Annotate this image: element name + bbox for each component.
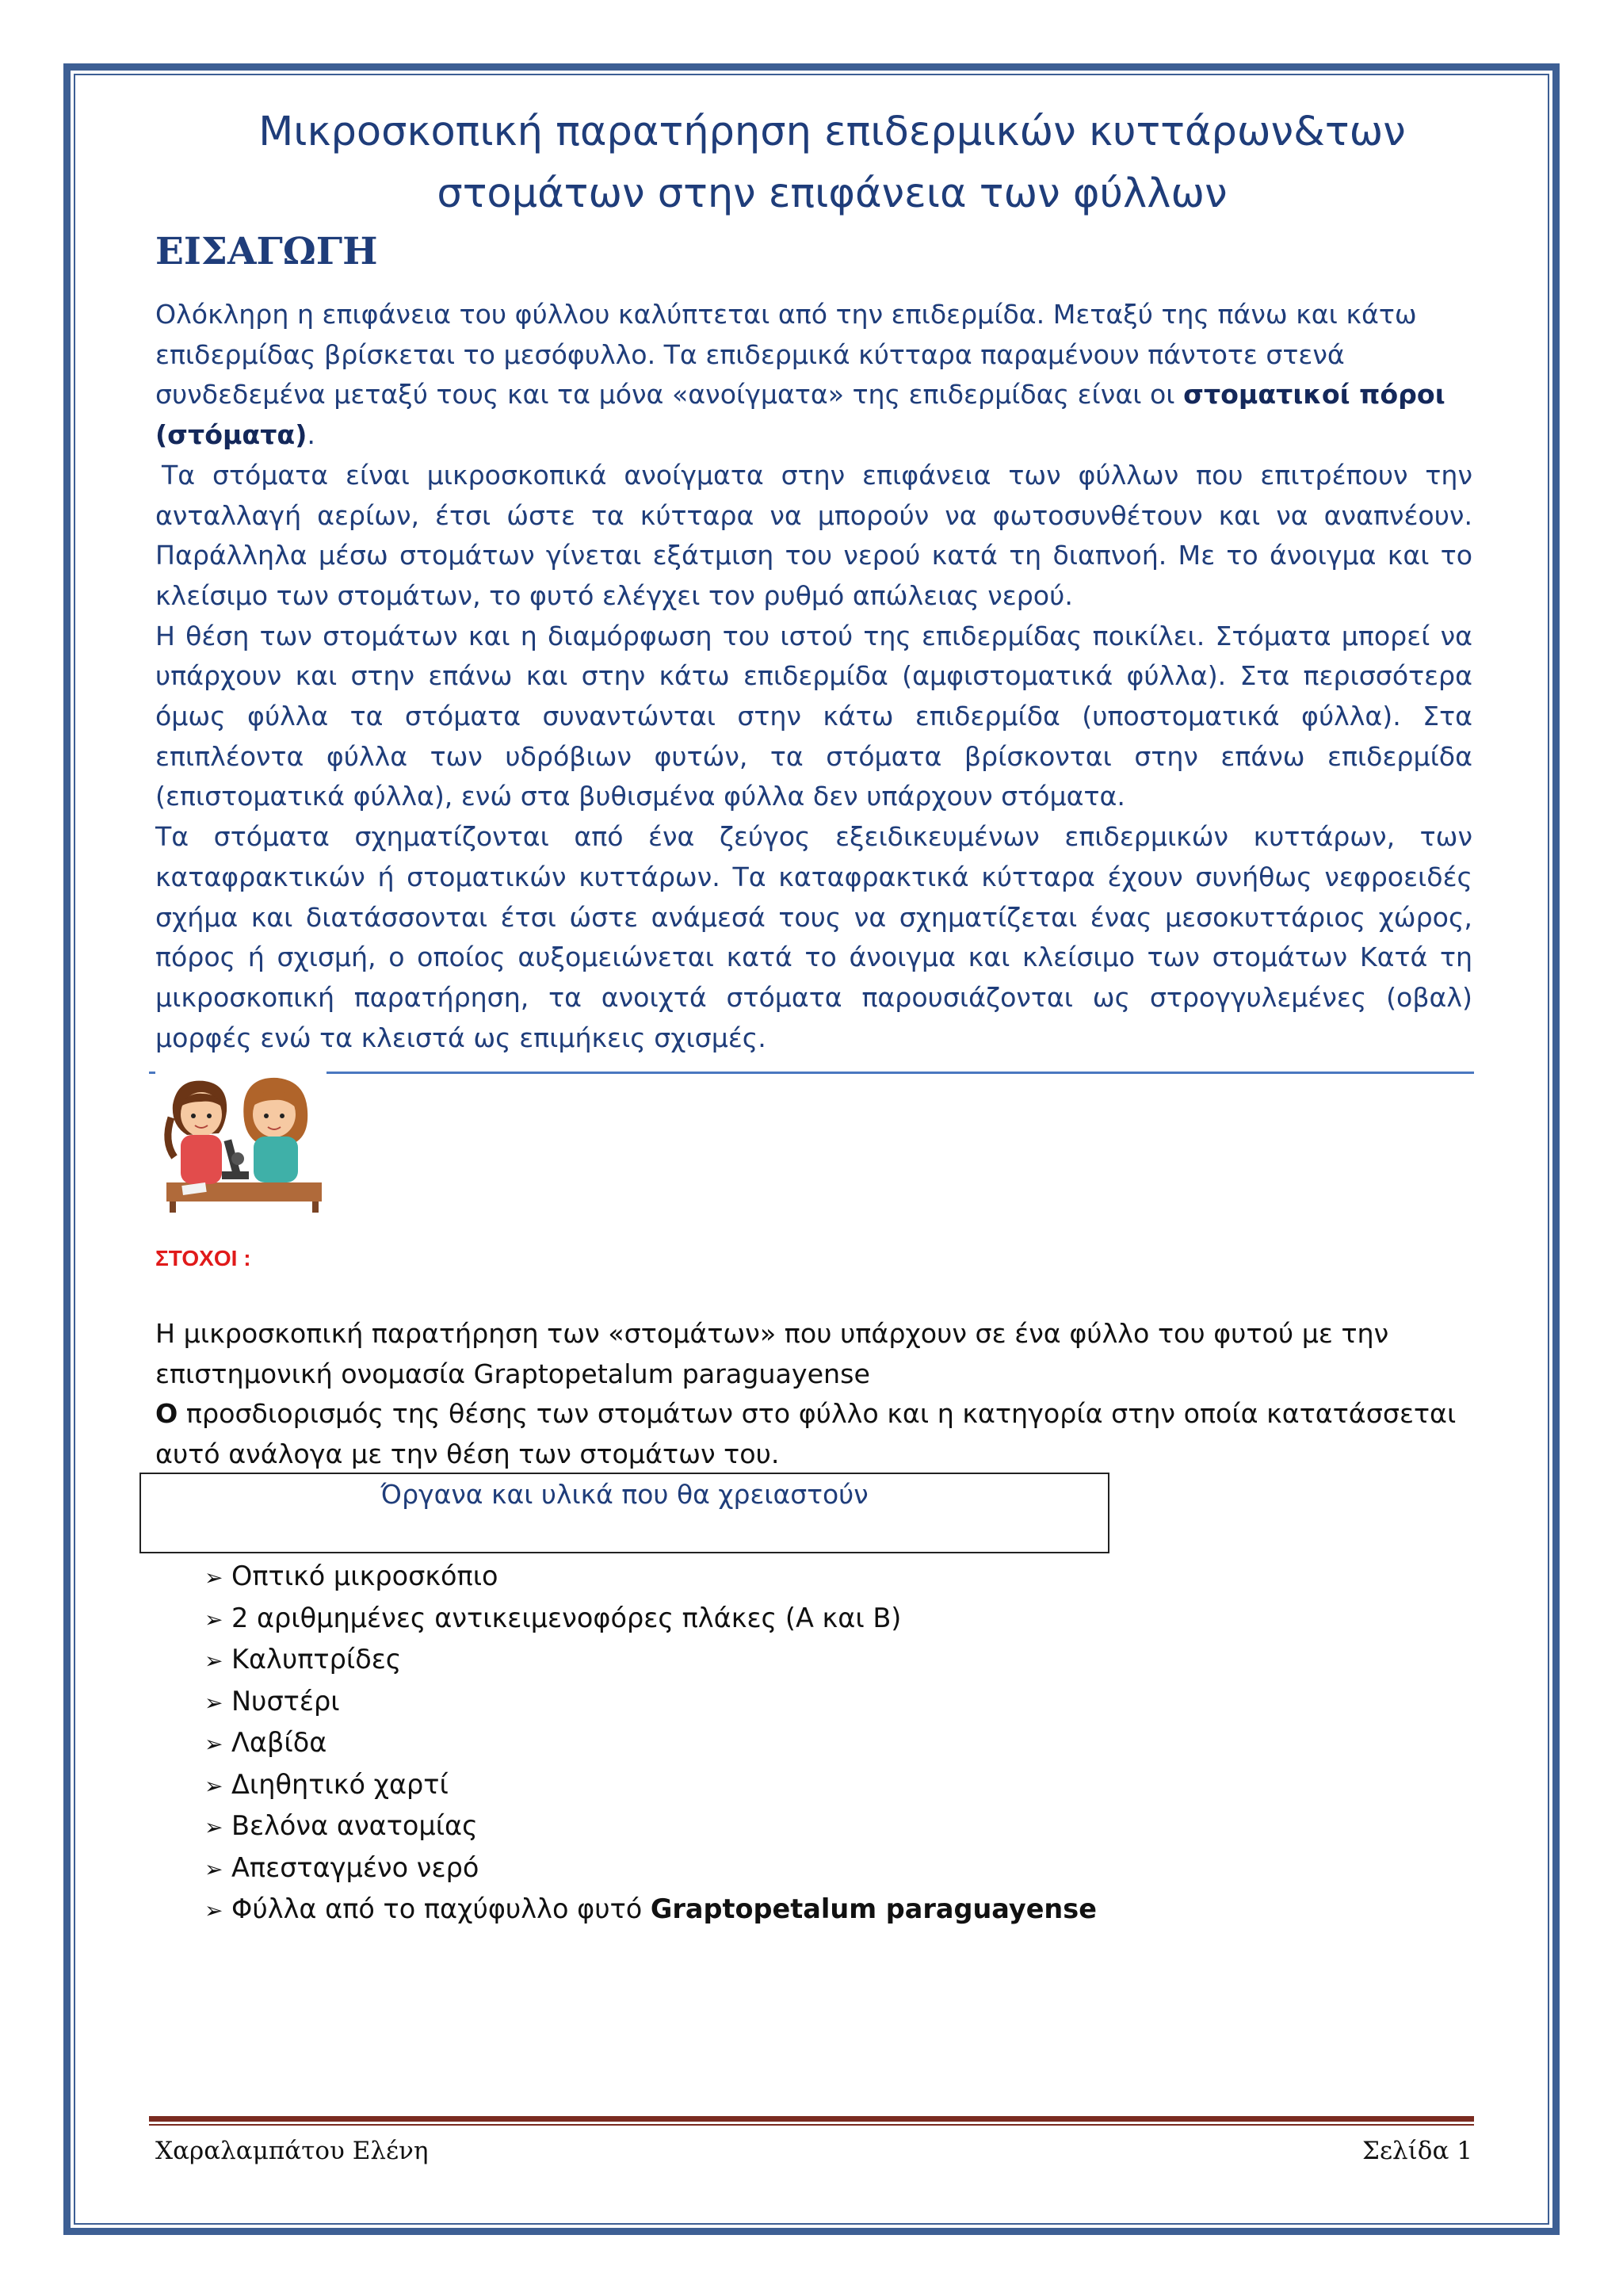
title-line-2: στομάτων στην επιφάνεια των φύλλων bbox=[437, 170, 1228, 217]
arrow-bullet-icon: ➢ bbox=[204, 1814, 223, 1840]
material-label: Νυστέρι bbox=[231, 1685, 340, 1717]
section-divider bbox=[149, 1072, 1474, 1074]
material-label: Καλυπτρίδες bbox=[231, 1644, 402, 1675]
arrow-bullet-icon: ➢ bbox=[204, 1897, 223, 1924]
intro-section bbox=[155, 295, 1472, 1058]
arrow-bullet-icon: ➢ bbox=[204, 1564, 223, 1591]
material-label: Απεσταγμένο νερό bbox=[231, 1851, 479, 1883]
material-label-prefix: Φύλλα από το παχύφυλλο φυτό bbox=[231, 1893, 651, 1924]
goals-heading: ΣΤΟΧΟΙ : bbox=[155, 1246, 251, 1270]
intro-paragraph-1-text: Ολόκληρη η επιφάνεια του φύλλου καλύπτεται από την επιδερμίδα. Μεταξύ της πάνω και κάτω επιδερμίδας βρίσκεται το μεσόφυλλο. Τα επιδερμικά κύτταρα παραμένουν πάντοτε στενά συνδεδεμένα μεταξύ τους και τα μόνα «ανοίγματα» της επιδερμίδας είναι οι bbox=[155, 299, 1417, 411]
footer-page-number: Σελίδα 1 bbox=[1362, 2137, 1472, 2165]
materials-list-item bbox=[204, 1848, 1097, 1890]
goal-1: Η μικροσκοπική παρατήρηση των «στομάτων» που υπάρχουν σε ένα φύλλο του φυτού με την επιστημονική ονομασία Graptopetalum paraguayense bbox=[155, 1318, 1389, 1389]
children-microscope-illustration bbox=[155, 1070, 327, 1214]
document-title bbox=[190, 101, 1474, 225]
material-label: Βελόνα ανατομίας bbox=[231, 1810, 478, 1841]
materials-list-item bbox=[204, 1723, 1097, 1765]
intro-paragraph-1 bbox=[155, 295, 1472, 456]
title-line-1: Μικροσκοπική παρατήρηση επιδερμικών κυττάρων&των bbox=[258, 109, 1406, 155]
goal-2-initial: Ο bbox=[155, 1398, 178, 1429]
footer-author: Χαραλαμπάτου Ελένη bbox=[155, 2137, 429, 2165]
materials-list-item bbox=[204, 1682, 1097, 1724]
intro-paragraph-4: Τα στόματα σχηματίζονται από ένα ζεύγος εξειδικευμένων επιδερμικών κυττάρων, των καταφρακτικών ή στοματικών κυττάρων. Τα καταφρακτικά κύτταρα έχουν συνήθως νεφροειδές σχήμα και διατάσσονται έτσι ώστε ανάμεσά τους να σχηματίζεται ένας μεσοκυττάριος χώρος, πόρος ή σχισμή, ο οποίος αυξομειώνεται κατά το άνοιγμα και κλείσιμο των στομάτων Κατά τη μικροσκοπική παρατήρηση, τα ανοιχτά στόματα παρουσιάζονται ως στρογγυλεμένες (οβαλ) μορφές ενώ τα κλειστά ως επιμήκεις σχισμές. bbox=[155, 821, 1472, 1053]
goal-2-text: προσδιορισμός της θέσης των στομάτων στο φύλλο και η κατηγορία στην οποία κατατάσσεται αυτό ανάλογα με την θέση των στομάτων του. bbox=[155, 1398, 1457, 1469]
material-label: Διηθητικό χαρτί bbox=[231, 1768, 449, 1800]
arrow-bullet-icon: ➢ bbox=[204, 1648, 223, 1674]
intro-heading: ΕΙΣΑΓΩΓΗ bbox=[155, 230, 378, 273]
material-label: Λαβίδα bbox=[231, 1727, 327, 1758]
materials-heading: Όργανα και υλικά που θα χρειαστούν bbox=[380, 1479, 869, 1510]
stomata-term: στοματικοί πόροι (στόματα) bbox=[155, 379, 1445, 451]
material-label: 2 αριθμημένες αντικειμενοφόρες πλάκες (Α και Β) bbox=[231, 1602, 902, 1633]
arrow-bullet-icon: ➢ bbox=[204, 1855, 223, 1882]
intro-paragraph-1-end: . bbox=[307, 419, 315, 451]
footer-rule bbox=[149, 2116, 1474, 2122]
arrow-bullet-icon: ➢ bbox=[204, 1731, 223, 1757]
goal-2 bbox=[155, 1394, 1472, 1474]
materials-list-item bbox=[204, 1599, 1097, 1641]
arrow-bullet-icon: ➢ bbox=[204, 1689, 223, 1716]
material-label bbox=[231, 1889, 1097, 1930]
material-label: Οπτικό μικροσκόπιο bbox=[231, 1561, 498, 1591]
materials-list-item bbox=[204, 1640, 1097, 1682]
goals-section bbox=[155, 1314, 1472, 1474]
arrow-bullet-icon: ➢ bbox=[204, 1606, 223, 1633]
intro-paragraph-2: Τα στόματα είναι μικροσκοπικά ανοίγματα στην επιφάνεια των φύλλων που επιτρέπουν την ανταλλαγή αερίων, έτσι ώστε τα κύτταρα να μπορούν να φωτοσυνθέτουν και να αναπνέουν. Παράλληλα μέσω στομάτων γίνεται εξάτμιση του νερού κατά τη διαπνοή. Με το άνοιγμα και το κλείσιμο των στομάτων, το φυτό ελέγχει τον ρυθμό απώλειας νερού. bbox=[155, 459, 1472, 611]
plant-species-name: Graptopetalum paraguayense bbox=[650, 1893, 1097, 1924]
materials-list-item bbox=[204, 1806, 1097, 1848]
materials-list-item bbox=[204, 1765, 1097, 1807]
materials-list-item bbox=[204, 1889, 1097, 1931]
materials-list bbox=[204, 1557, 1097, 1931]
materials-list-item bbox=[204, 1557, 1097, 1599]
footer-rule-thin bbox=[149, 2124, 1474, 2126]
arrow-bullet-icon: ➢ bbox=[204, 1772, 223, 1799]
intro-paragraph-3: Η θέση των στομάτων και η διαμόρφωση του ιστού της επιδερμίδας ποικίλει. Στόματα μπορεί να υπάρχουν και στην επάνω και στην κάτω επιδερμίδα (αμφιστοματικά φύλλα). Στα περισσότερα όμως φύλλα τα στόματα συναντώνται στην κάτω επιδερμίδα (υποστοματικά φύλλα). Στα επιπλέοντα φύλλα των υδρόβιων φυτών, τα στόματα βρίσκονται στην επάνω επιδερμίδα (επιστοματικά φύλλα), ενώ στα βυθισμένα φύλλα δεν υπάρχουν στόματα. bbox=[155, 620, 1472, 812]
